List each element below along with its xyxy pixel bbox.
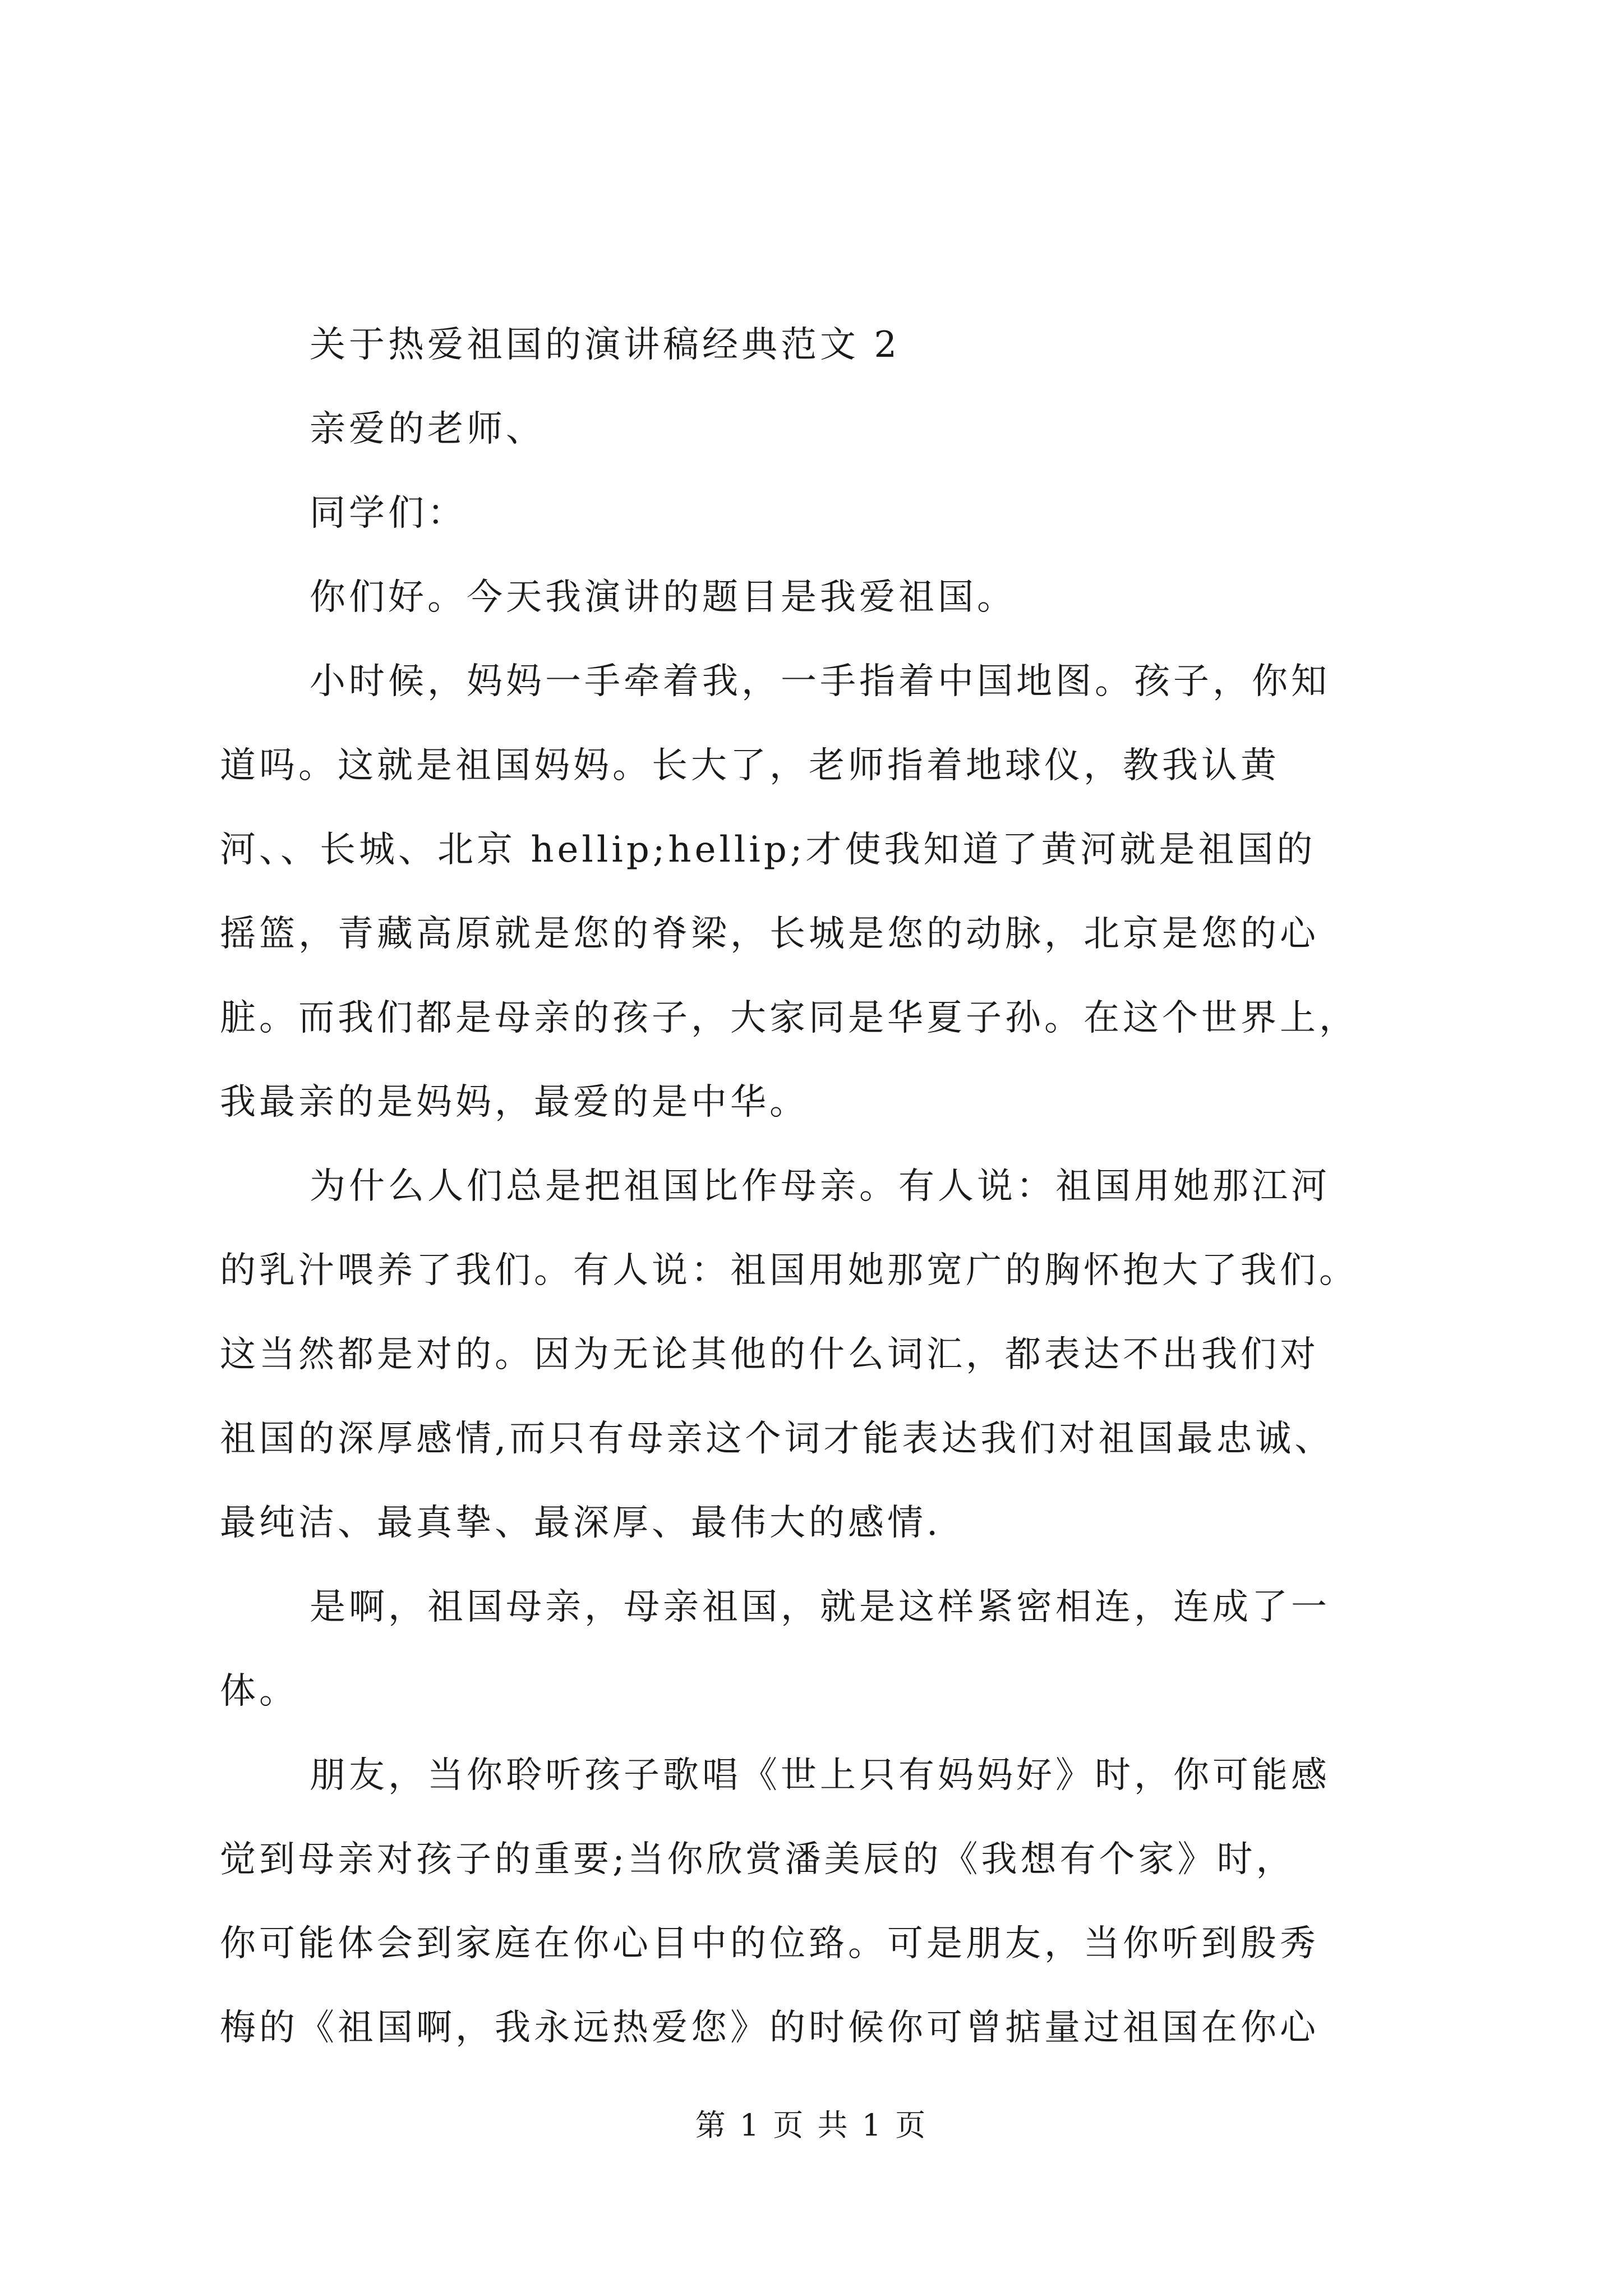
paragraph-line: 你可能体会到家庭在你心目中的位臵。可是朋友，当你听到殷秀 [220, 1923, 1319, 1964]
document-body [220, 303, 1420, 2070]
document-title: 关于热爱祖国的演讲稿经典范文 2 [310, 324, 901, 366]
salutation-line: 同学们： [310, 493, 467, 534]
paragraph-line: 脏。而我们都是母亲的孩子，大家同是华夏子孙。在这个世界上， [220, 997, 1358, 1039]
paragraph-line: 体。 [220, 1671, 298, 1712]
paragraph-line: 小时候，妈妈一手牵着我，一手指着中国地图。孩子，你知 [310, 661, 1330, 702]
paragraph-line: 这当然都是对的。因为无论其他的什么词汇，都表达不出我们对 [220, 1334, 1319, 1375]
paragraph-line: 的乳汁喂养了我们。有人说：祖国用她那宽广的胸怀抱大了我们。 [220, 1250, 1358, 1291]
paragraph-line: 觉到母亲对孩子的重要;当你欣赏潘美辰的《我想有个家》时， [220, 1839, 1295, 1880]
paragraph-line: 是啊，祖国母亲，母亲祖国，就是这样紧密相连，连成了一 [310, 1586, 1330, 1628]
paragraph-line: 朋友，当你聆听孩子歌唱《世上只有妈妈好》时，你可能感 [310, 1755, 1330, 1796]
paragraph-line: 道吗。这就是祖国妈妈。长大了，老师指着地球仪，教我认黄 [220, 745, 1280, 786]
paragraph-line: 为什么人们总是把祖国比作母亲。有人说：祖国用她那江河 [310, 1166, 1330, 1207]
paragraph-line: 河、、长城、北京 hellip;hellip;才使我知道了黄河就是祖国的 [220, 829, 1316, 871]
page-number-footer: 第 1 页 共 1 页 [695, 2108, 928, 2143]
paragraph-line: 梅的《祖国啊，我永远热爱您》的时候你可曾掂量过祖国在你心 [220, 2007, 1319, 2049]
paragraph-line: 我最亲的是妈妈，最爱的是中华。 [220, 1082, 809, 1123]
paragraph-line: 祖国的深厚感情,而只有母亲这个词才能表达我们对祖国最忠诚、 [220, 1418, 1334, 1460]
paragraph-line: 你们好。今天我演讲的题目是我爱祖国。 [310, 577, 1016, 618]
paragraph-line: 最纯洁、最真挚、最深厚、最伟大的感情. [220, 1502, 942, 1544]
paragraph-line: 摇篮，青藏高原就是您的脊梁，长城是您的动脉，北京是您的心 [220, 913, 1319, 955]
salutation-line: 亲爱的老师、 [310, 408, 545, 450]
